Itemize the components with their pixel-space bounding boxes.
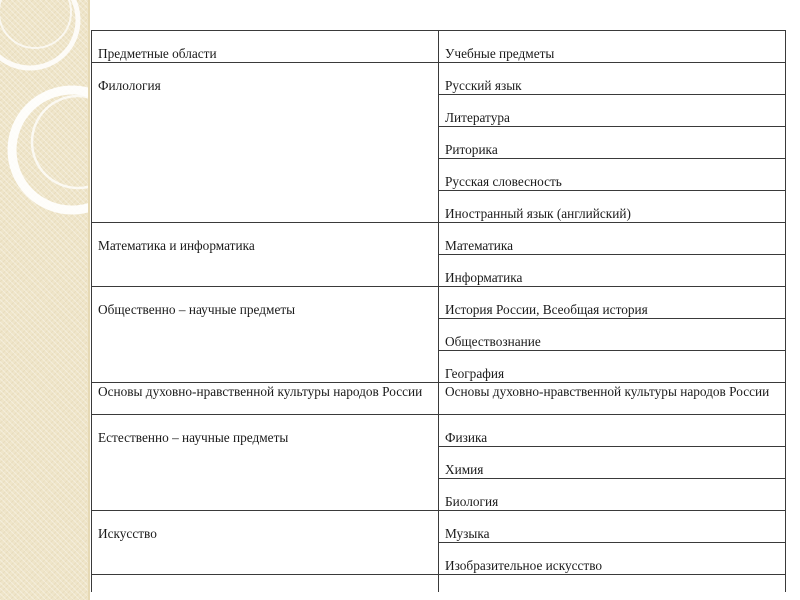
subject-cell: Математика [439, 223, 786, 255]
table-row [92, 287, 786, 319]
area-cell: Основы духовно-нравственной культуры народов России [92, 383, 439, 415]
table-row [92, 383, 786, 415]
table-row [92, 415, 786, 447]
swirl-ornament-icon [0, 0, 90, 260]
table-row [92, 63, 786, 95]
subject-cell: Музыка [439, 511, 786, 543]
subject-cell: Иностранный язык (английский) [439, 191, 786, 223]
subject-cell: Химия [439, 447, 786, 479]
subject-cell: Изобразительное искусство [439, 543, 786, 575]
subject-cell-empty [439, 575, 786, 593]
table-header-row [92, 31, 786, 63]
side-band-edge [88, 0, 90, 600]
area-cell: Филология [92, 63, 439, 223]
subject-cell: Информатика [439, 255, 786, 287]
subject-cell: Обществознание [439, 319, 786, 351]
subject-cell: Основы духовно-нравственной культуры народов России [439, 383, 786, 415]
area-cell-empty [92, 575, 439, 593]
table-row [92, 511, 786, 543]
subject-cell: Русская словесность [439, 159, 786, 191]
table-row-partial [92, 575, 786, 593]
table-row [92, 223, 786, 255]
header-subjects: Учебные предметы [439, 31, 786, 63]
area-cell: Общественно – научные предметы [92, 287, 439, 383]
area-cell: Естественно – научные предметы [92, 415, 439, 511]
header-subject-areas: Предметные области [92, 31, 439, 63]
decorative-side-band [0, 0, 90, 600]
subject-cell: Физика [439, 415, 786, 447]
subject-cell: Биология [439, 479, 786, 511]
area-cell: Искусство [92, 511, 439, 575]
subject-cell: История России, Всеобщая история [439, 287, 786, 319]
subject-cell: Литература [439, 95, 786, 127]
subject-cell: Русский язык [439, 63, 786, 95]
subject-cell: География [439, 351, 786, 383]
subject-cell: Риторика [439, 127, 786, 159]
subjects-table [91, 30, 786, 592]
area-cell: Математика и информатика [92, 223, 439, 287]
